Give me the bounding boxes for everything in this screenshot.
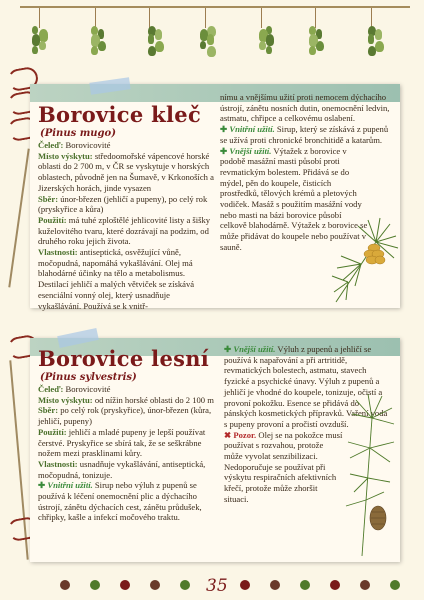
value-misto: středoomořské vápencové horské oblasti do 2 700 m, v ČR se vyskytuje v horských oblastech, původně jen na Šumavě, v Krkonoších a Jizerských horách, jinde vysazen [38, 150, 214, 193]
plant-latin-name: (Pinus mugo) [40, 128, 116, 139]
value-sber: únor-březen (jehličí a pupeny), po celý rok (pryskyřice a kůra) [38, 193, 208, 215]
footer-sprig-icon [150, 580, 160, 590]
value-vnejsi: Výluh z pupenů a jehličí se používá k napařování a při artritidě, revmatických bolestech, astmatu, stavech fyzické a psychické únavy. Výluh z pupenů a jehličí je vhodné do koupele, tonizuje, očistí a provoní pokožku. Esence se přidává do pánských kosmetických přípravků. Vaření voda s pupeny provoní a pročistí ovzduší. [224, 344, 388, 429]
value-celed: Borovicovité [65, 384, 111, 394]
footer-sprig-icon [90, 580, 100, 590]
value-vlastnosti: usnadňuje vykašlávání, antiseptická, močopudná, tonizuje. [38, 458, 206, 480]
value-pouziti: jehličí a mladé pupeny je lepší používat čerstvé. Pryskyřice se sbírá tak, že se seškrábne nožem mezi prasklinami kůry. [38, 426, 206, 459]
left-column [38, 384, 218, 523]
plant-title: Borovice kleč [38, 102, 202, 127]
value-vnitrni: Sirup, který se získává z pupenů se užívá proti chronické bronchitidě a katarům. [220, 124, 389, 145]
left-column [38, 140, 214, 311]
footer-sprig-icon [330, 580, 340, 590]
footer-sprig-icon [240, 580, 250, 590]
value-vnejsi: Výtažek z borovice v podobě masážní masti působí proti revmatickým bolestem. Přidává se do mýdel, pěn do koupele, čisticích prostředků, tělových krémů a pletových vodiček. Masáž s použitím masážní vody nebo masti na bázi borovice působí celkově blahodárně. Výtažek z borovice se může přidávat do koupele nebo používat v sauně. [220, 145, 368, 252]
label-pouziti: Použití: [38, 214, 67, 225]
value-pouziti: má tuhé zploštělé jehlicovité listy a šišky kuželovitého tvaru, které dozrávají na podzim, od druhého roku jejich života. [38, 214, 211, 247]
warning-icon: ✖ [224, 429, 232, 440]
value-vlastnosti: antiseptická, osvěžující vůně, močopudná, napomáhá vykašlávání. Olej má blahodárné účinky na tělo a metabolismus. Destilací jehličí a malých větviček se získává esenciální vonný olej, který usnadňuje vykašlávání. Používá se k vnitř- [38, 247, 195, 311]
plant-title: Borovice lesní [38, 346, 210, 371]
binding-string [8, 149, 29, 288]
page-number: 35 [206, 576, 228, 596]
label-misto: Místo výskytu: [38, 394, 93, 405]
footer-sprig-icon [360, 580, 370, 590]
label-vnitrni: Vnitřní užití. [229, 124, 275, 135]
label-celed: Čeleď: [38, 140, 64, 150]
footer-sprig-icon [120, 580, 130, 590]
card-borovice-klec [30, 84, 400, 311]
label-pouziti: Použití: [38, 426, 67, 437]
value-celed: Borovicovité [65, 140, 111, 150]
herb-bundle-icon [137, 8, 163, 56]
value-vnitrni: Sirup nebo výluh z pupenů se používá k léčení onemocnění plic a dýchacího ústrojí, zánětu dýchacích cest, zánětu průdušek, chřipky, kašle a infekcí močového traktu. [38, 480, 202, 523]
label-vnitrni: Vnitřní užití. [47, 480, 93, 491]
label-pozor: Pozor. [233, 429, 257, 440]
text-intro: nímu a vnějšímu užití proti nemocem dýchacího ústrojí, zánětu nosních dutin, onemocnění ledvin, astmatu, chřipce a celkovému oslabení. [220, 92, 390, 124]
herb-bundle-icon [359, 8, 385, 56]
footer-sprig-icon [390, 580, 400, 590]
label-vnejsi: Vnější užití. [229, 145, 272, 156]
footer-sprig-icon [300, 580, 310, 590]
value-sber: po celý rok (pryskyřice), únor-březen (kůra, jehličí, pupeny) [38, 405, 212, 427]
plus-icon: ✚ [220, 145, 228, 156]
footer-sprig-icon [60, 580, 70, 590]
scots-pine-illustration [342, 388, 400, 558]
plus-icon: ✚ [38, 480, 46, 491]
label-misto: Místo výskytu: [38, 150, 93, 161]
label-sber: Sběr: [38, 405, 59, 416]
label-vlastnosti: Vlastnosti: [38, 247, 78, 258]
plant-latin-name: (Pinus sylvestris) [40, 372, 137, 383]
herb-bundle-icon [193, 8, 219, 56]
label-vlastnosti: Vlastnosti: [38, 458, 78, 469]
footer-sprig-icon [270, 580, 280, 590]
herb-bundle-icon [249, 8, 275, 56]
value-pozor: Olej se na pokožce musí používat s rozvahou, protože může vyvolat senzibilizaci. Nedoporučuje se používat při výskytu respiračních afektivních křečí, protože může zhoršit situaci. [224, 429, 343, 504]
plus-icon: ✚ [220, 124, 228, 135]
label-celed: Čeleď: [38, 384, 64, 394]
card-borovice-lesni [30, 338, 400, 562]
label-sber: Sběr: [38, 193, 59, 204]
plus-icon: ✚ [224, 344, 232, 354]
label-vnejsi: Vnější užití. [233, 344, 276, 354]
pine-branch-illustration [326, 202, 400, 306]
footer-sprig-icon [180, 580, 190, 590]
herb-bundle-icon [303, 8, 329, 56]
value-misto: od nížin horské oblasti do 2 100 m [94, 394, 214, 405]
herb-bundle-icon [83, 8, 109, 56]
